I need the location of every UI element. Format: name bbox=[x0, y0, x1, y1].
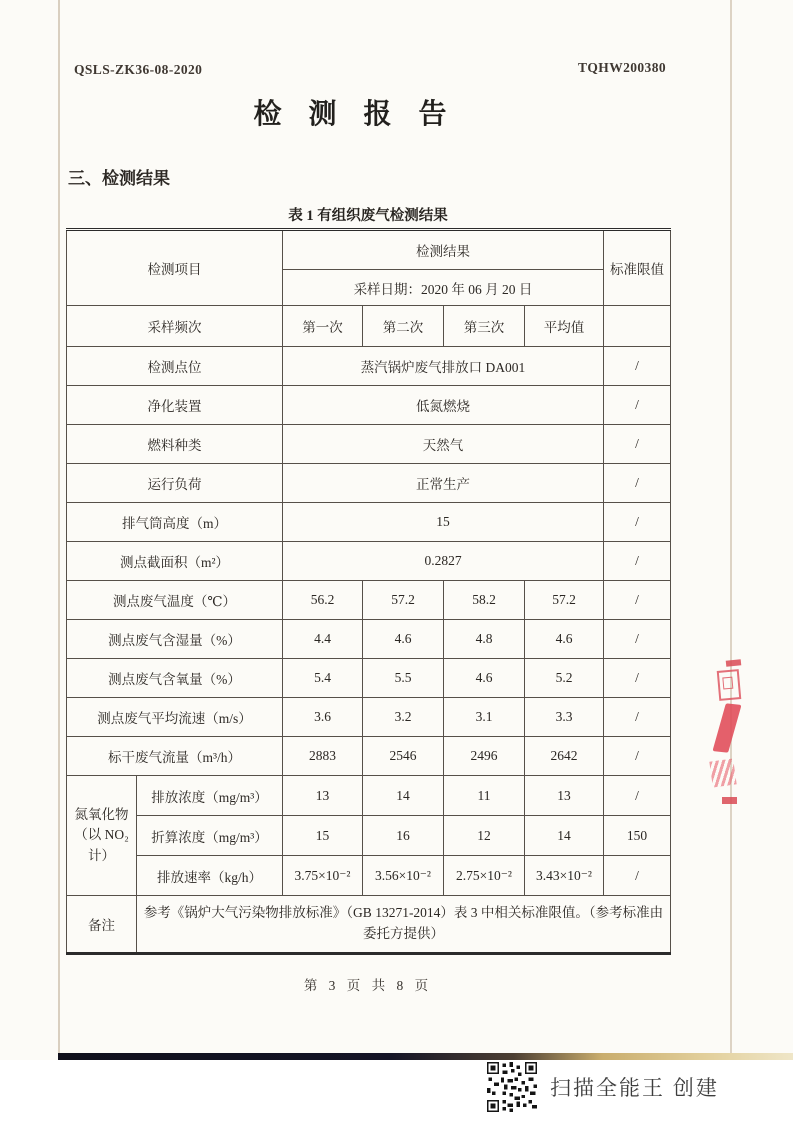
row-label: 测点废气平均流速（m/s） bbox=[67, 698, 283, 737]
page-bottom-edge bbox=[58, 1053, 793, 1060]
info-value: 低氮燃烧 bbox=[283, 386, 604, 425]
result-value: 3.75×10⁻² bbox=[283, 856, 363, 896]
result-value: 58.2 bbox=[444, 581, 525, 620]
header-standard-limit: 标准限值 bbox=[604, 230, 671, 306]
document-code: QSLS-ZK36-08-2020 bbox=[74, 62, 203, 77]
row-label: 运行负荷 bbox=[67, 464, 283, 503]
result-value: 4.4 bbox=[283, 620, 363, 659]
limit-value: / bbox=[604, 542, 671, 581]
section-heading: 三、检测结果 bbox=[68, 169, 170, 188]
result-value: 14 bbox=[525, 816, 604, 856]
remark-text: 参考《锅炉大气污染物排放标准》（GB 13271-2014）表 3 中相关标准限值。（参考标准由委托方提供） bbox=[137, 896, 671, 954]
header-result: 检测结果 bbox=[283, 230, 604, 270]
result-value: 5.4 bbox=[283, 659, 363, 698]
frequency-col: 平均值 bbox=[525, 306, 604, 347]
result-value: 3.6 bbox=[283, 698, 363, 737]
result-value: 16 bbox=[363, 816, 444, 856]
result-value: 12 bbox=[444, 816, 525, 856]
results-table bbox=[66, 228, 671, 955]
limit-value: / bbox=[604, 659, 671, 698]
nox-group-label bbox=[67, 776, 137, 896]
result-value: 57.2 bbox=[525, 581, 604, 620]
watermark-label: 扫描全能王 创建 bbox=[550, 1077, 719, 1100]
result-value: 5.5 bbox=[363, 659, 444, 698]
result-value: 3.1 bbox=[444, 698, 525, 737]
page-number: 第 3 页 共 8 页 bbox=[303, 978, 433, 993]
info-value: 天然气 bbox=[283, 425, 604, 464]
result-value: 3.56×10⁻² bbox=[363, 856, 444, 896]
result-value: 2546 bbox=[363, 737, 444, 776]
row-label: 测点截面积（m²） bbox=[67, 542, 283, 581]
result-value: 57.2 bbox=[363, 581, 444, 620]
result-value: 4.6 bbox=[363, 620, 444, 659]
limit-value: / bbox=[604, 347, 671, 386]
result-value: 2883 bbox=[283, 737, 363, 776]
row-label: 排气筒高度（m） bbox=[67, 503, 283, 542]
limit-value: / bbox=[604, 737, 671, 776]
row-label: 测点废气温度（℃） bbox=[67, 581, 283, 620]
row-label: 净化装置 bbox=[67, 386, 283, 425]
result-value: 3.3 bbox=[525, 698, 604, 737]
page-left-edge bbox=[58, 0, 60, 1058]
row-label: 燃料种类 bbox=[67, 425, 283, 464]
limit-value: / bbox=[604, 386, 671, 425]
result-value: 4.6 bbox=[444, 659, 525, 698]
row-label: 排放浓度（mg/m³） bbox=[137, 776, 283, 816]
nox-group-label-line2: （以 NO₂ 计） bbox=[74, 827, 129, 863]
limit-value: / bbox=[604, 464, 671, 503]
result-value: 4.6 bbox=[525, 620, 604, 659]
info-value: 正常生产 bbox=[283, 464, 604, 503]
frequency-col: 第一次 bbox=[283, 306, 363, 347]
limit-value bbox=[604, 306, 671, 347]
nox-group-label-line1: 氮氧化物 bbox=[74, 807, 129, 823]
result-value: 2642 bbox=[525, 737, 604, 776]
limit-value: / bbox=[604, 425, 671, 464]
result-value: 13 bbox=[525, 776, 604, 816]
qr-code-icon bbox=[487, 1062, 537, 1112]
result-value: 3.43×10⁻² bbox=[525, 856, 604, 896]
row-label: 测点废气含湿量（%） bbox=[67, 620, 283, 659]
info-value: 蒸汽锅炉废气排放口 DA001 bbox=[283, 347, 604, 386]
red-stamp-icon bbox=[695, 642, 743, 812]
result-value: 56.2 bbox=[283, 581, 363, 620]
limit-value: / bbox=[604, 698, 671, 737]
row-label: 测点废气含氧量（%） bbox=[67, 659, 283, 698]
frequency-col: 第二次 bbox=[363, 306, 444, 347]
result-value: 2.75×10⁻² bbox=[444, 856, 525, 896]
header-item: 检测项目 bbox=[67, 230, 283, 306]
result-value: 13 bbox=[283, 776, 363, 816]
row-label: 折算浓度（mg/m³） bbox=[137, 816, 283, 856]
report-number: TQHW200380 bbox=[578, 60, 667, 75]
result-value: 3.2 bbox=[363, 698, 444, 737]
remark-label: 备注 bbox=[67, 896, 137, 954]
camscanner-watermark bbox=[0, 1060, 793, 1122]
limit-value: / bbox=[604, 581, 671, 620]
page-right-edge bbox=[730, 0, 732, 1058]
result-value: 2496 bbox=[444, 737, 525, 776]
row-label: 标干废气流量（m³/h） bbox=[67, 737, 283, 776]
limit-value: 150 bbox=[604, 816, 671, 856]
result-value: 14 bbox=[363, 776, 444, 816]
row-label: 排放速率（kg/h） bbox=[137, 856, 283, 896]
result-value: 15 bbox=[283, 816, 363, 856]
frequency-col: 第三次 bbox=[444, 306, 525, 347]
result-value: 11 bbox=[444, 776, 525, 816]
limit-value: / bbox=[604, 503, 671, 542]
row-label: 采样频次 bbox=[67, 306, 283, 347]
result-value: 4.8 bbox=[444, 620, 525, 659]
header-sampling-date: 采样日期：2020 年 06 月 20 日 bbox=[283, 270, 604, 306]
table-title: 表 1 有组织废气检测结果 bbox=[288, 208, 448, 224]
limit-value: / bbox=[604, 620, 671, 659]
info-value: 0.2827 bbox=[283, 542, 604, 581]
info-value: 15 bbox=[283, 503, 604, 542]
limit-value: / bbox=[604, 856, 671, 896]
result-value: 5.2 bbox=[525, 659, 604, 698]
report-title: 检 测 报 告 bbox=[253, 99, 457, 130]
row-label: 检测点位 bbox=[67, 347, 283, 386]
limit-value: / bbox=[604, 776, 671, 816]
